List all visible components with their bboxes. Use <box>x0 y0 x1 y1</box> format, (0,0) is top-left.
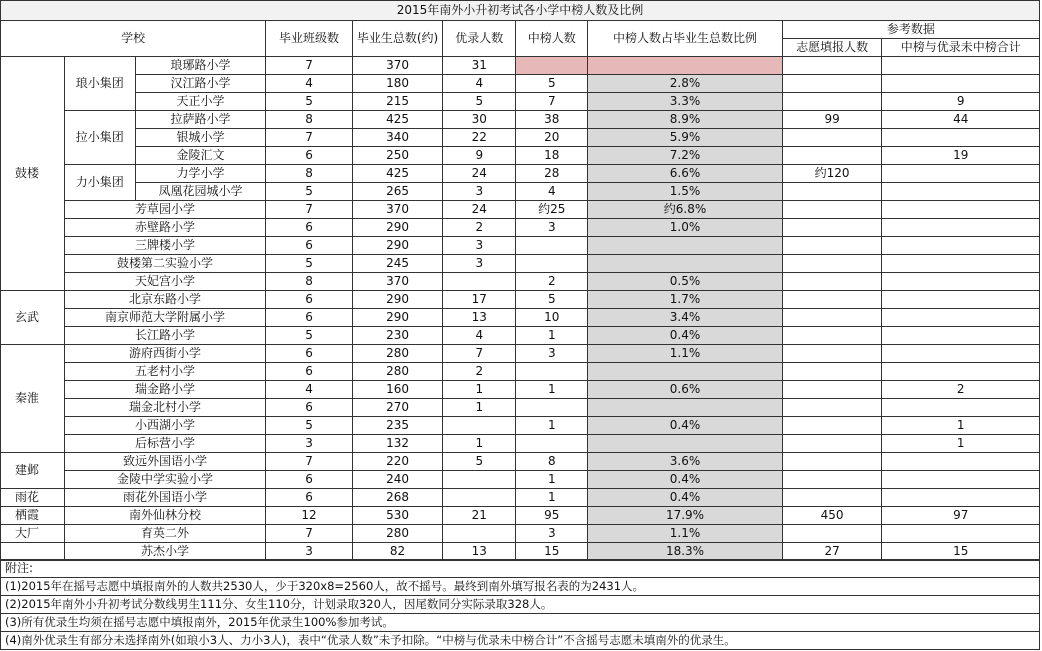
graduates-cell: 370 <box>352 273 443 291</box>
applicants-cell <box>782 219 882 237</box>
applicants-cell: 约120 <box>782 165 882 183</box>
school-name: 拉萨路小学 <box>135 111 266 129</box>
graduates-cell: 290 <box>352 309 443 327</box>
excellent-cell: 17 <box>443 291 516 309</box>
table-row <box>1 309 1040 327</box>
graduates-cell: 180 <box>352 75 443 93</box>
classes-cell: 4 <box>266 381 352 399</box>
ratio-cell: 8.9% <box>588 111 782 129</box>
classes-cell: 7 <box>266 129 352 147</box>
graduates-cell: 280 <box>352 525 443 543</box>
school-name: 金陵中学实验小学 <box>64 471 266 489</box>
admitted-cell: 8 <box>516 453 588 471</box>
table-row <box>1 57 1040 75</box>
ratio-cell: 约6.8% <box>588 201 782 219</box>
header-total-nonadmitted: 中榜与优录未中榜合计 <box>882 39 1040 57</box>
school-name: 致远外国语小学 <box>64 453 266 471</box>
graduates-cell: 290 <box>352 237 443 255</box>
graduates-cell: 82 <box>352 543 443 561</box>
school-name: 汉江路小学 <box>135 75 266 93</box>
classes-cell: 8 <box>266 165 352 183</box>
school-name: 鼓楼第二实验小学 <box>64 255 266 273</box>
ratio-cell: 3.3% <box>588 93 782 111</box>
classes-cell: 5 <box>266 255 352 273</box>
excellent-cell <box>443 525 516 543</box>
classes-cell: 7 <box>266 453 352 471</box>
ratio-cell: 0.4% <box>588 471 782 489</box>
total-cell <box>882 525 1040 543</box>
classes-cell: 6 <box>266 219 352 237</box>
classes-cell: 6 <box>266 309 352 327</box>
total-cell <box>882 363 1040 381</box>
ratio-cell: 1.7% <box>588 291 782 309</box>
classes-cell: 5 <box>266 183 352 201</box>
applicants-cell <box>782 129 882 147</box>
excellent-cell: 30 <box>443 111 516 129</box>
applicants-cell <box>782 525 882 543</box>
table-row <box>1 183 1040 201</box>
school-name: 金陵汇文 <box>135 147 266 165</box>
table-row <box>1 345 1040 363</box>
total-cell <box>882 219 1040 237</box>
admitted-cell: 5 <box>516 291 588 309</box>
admitted-cell <box>516 57 588 75</box>
graduates-cell: 425 <box>352 165 443 183</box>
excellent-cell: 3 <box>443 183 516 201</box>
total-cell: 1 <box>882 435 1040 453</box>
ratio-cell <box>588 57 782 75</box>
total-cell <box>882 255 1040 273</box>
table-row <box>1 471 1040 489</box>
graduates-cell: 280 <box>352 363 443 381</box>
classes-cell: 6 <box>266 291 352 309</box>
total-cell <box>882 471 1040 489</box>
total-cell <box>882 273 1040 291</box>
applicants-cell <box>782 399 882 417</box>
total-cell <box>882 57 1040 75</box>
admitted-cell: 3 <box>516 345 588 363</box>
school-name: 游府西街小学 <box>64 345 266 363</box>
school-name: 瑞金路小学 <box>64 381 266 399</box>
ratio-cell: 0.5% <box>588 273 782 291</box>
header-applicants: 志愿填报人数 <box>782 39 882 57</box>
admitted-cell: 38 <box>516 111 588 129</box>
classes-cell: 7 <box>266 57 352 75</box>
school-name: 长江路小学 <box>64 327 266 345</box>
classes-cell: 5 <box>266 417 352 435</box>
excellent-cell: 31 <box>443 57 516 75</box>
ratio-cell: 0.4% <box>588 489 782 507</box>
admitted-cell: 2 <box>516 273 588 291</box>
school-name: 凤凰花园城小学 <box>135 183 266 201</box>
classes-cell: 8 <box>266 273 352 291</box>
excellent-cell: 5 <box>443 93 516 111</box>
total-cell <box>882 165 1040 183</box>
excellent-cell <box>443 417 516 435</box>
ratio-cell: 18.3% <box>588 543 782 561</box>
ratio-cell: 7.2% <box>588 147 782 165</box>
excellent-cell: 1 <box>443 381 516 399</box>
table-row <box>1 507 1040 525</box>
applicants-cell <box>782 471 882 489</box>
excellent-cell <box>443 489 516 507</box>
table-row <box>1 381 1040 399</box>
applicants-cell: 99 <box>782 111 882 129</box>
excellent-cell: 9 <box>443 147 516 165</box>
ratio-cell: 1.5% <box>588 183 782 201</box>
total-cell: 97 <box>882 507 1040 525</box>
classes-cell: 6 <box>266 237 352 255</box>
table-row <box>1 273 1040 291</box>
excellent-cell: 2 <box>443 363 516 381</box>
school-name: 北京东路小学 <box>64 291 266 309</box>
graduates-cell: 160 <box>352 381 443 399</box>
group-lang: 琅小集团 <box>64 57 135 111</box>
graduates-cell: 220 <box>352 453 443 471</box>
classes-cell: 6 <box>266 345 352 363</box>
classes-cell: 6 <box>266 399 352 417</box>
applicants-cell <box>782 381 882 399</box>
ratio-cell: 2.8% <box>588 75 782 93</box>
applicants-cell: 27 <box>782 543 882 561</box>
ratio-cell <box>588 237 782 255</box>
admitted-cell: 约25 <box>516 201 588 219</box>
total-cell <box>882 399 1040 417</box>
graduates-cell: 290 <box>352 291 443 309</box>
applicants-cell <box>782 327 882 345</box>
district-qixia: 栖霞 <box>1 507 65 525</box>
applicants-cell <box>782 237 882 255</box>
district-yuhua: 雨花 <box>1 489 65 507</box>
ratio-cell: 3.4% <box>588 309 782 327</box>
applicants-cell <box>782 291 882 309</box>
table-row <box>1 201 1040 219</box>
graduates-cell: 370 <box>352 57 443 75</box>
ratio-cell: 1.1% <box>588 525 782 543</box>
table-row <box>1 165 1040 183</box>
admitted-cell: 4 <box>516 183 588 201</box>
excellent-cell: 22 <box>443 129 516 147</box>
table-title: 2015年南外小升初考试各小学中榜人数及比例 <box>1 1 1040 21</box>
ratio-cell: 5.9% <box>588 129 782 147</box>
excellent-cell <box>443 273 516 291</box>
table-row <box>1 129 1040 147</box>
school-name: 雨花外国语小学 <box>64 489 266 507</box>
total-cell <box>882 237 1040 255</box>
ratio-cell: 1.1% <box>588 345 782 363</box>
excellent-cell: 1 <box>443 435 516 453</box>
table-row <box>1 435 1040 453</box>
table-row <box>1 543 1040 561</box>
header-graduates: 毕业生总数(约) <box>352 21 443 57</box>
applicants-cell <box>782 75 882 93</box>
table-row <box>1 93 1040 111</box>
ratio-cell <box>588 363 782 381</box>
applicants-cell <box>782 255 882 273</box>
applicants-cell <box>782 201 882 219</box>
applicants-cell <box>782 183 882 201</box>
applicants-cell: 450 <box>782 507 882 525</box>
admitted-cell: 28 <box>516 165 588 183</box>
graduates-cell: 530 <box>352 507 443 525</box>
classes-cell: 12 <box>266 507 352 525</box>
school-name: 芳草园小学 <box>64 201 266 219</box>
notes-heading: 附注: <box>0 559 1040 578</box>
admitted-cell: 1 <box>516 327 588 345</box>
note-3: (3)所有优录生均须在摇号志愿中填报南外，2015年优录生100%参加考试。 <box>0 614 1040 632</box>
graduates-cell: 280 <box>352 345 443 363</box>
graduates-cell: 270 <box>352 399 443 417</box>
graduates-cell: 268 <box>352 489 443 507</box>
graduates-cell: 340 <box>352 129 443 147</box>
school-name: 小西湖小学 <box>64 417 266 435</box>
table-row <box>1 111 1040 129</box>
admitted-cell <box>516 435 588 453</box>
admitted-cell <box>516 237 588 255</box>
ratio-cell <box>588 399 782 417</box>
school-name: 苏杰小学 <box>64 543 266 561</box>
applicants-cell <box>782 453 882 471</box>
admitted-cell: 95 <box>516 507 588 525</box>
graduates-cell: 370 <box>352 201 443 219</box>
graduates-cell: 245 <box>352 255 443 273</box>
admitted-cell <box>516 363 588 381</box>
notes-section <box>0 559 1040 650</box>
classes-cell: 3 <box>266 543 352 561</box>
classes-cell: 5 <box>266 327 352 345</box>
school-name: 南京师范大学附属小学 <box>64 309 266 327</box>
excellent-cell: 4 <box>443 75 516 93</box>
school-name: 瑞金北村小学 <box>64 399 266 417</box>
table-row <box>1 75 1040 93</box>
total-cell <box>882 183 1040 201</box>
admitted-cell <box>516 255 588 273</box>
table-row <box>1 453 1040 471</box>
classes-cell: 5 <box>266 93 352 111</box>
excellent-cell: 7 <box>443 345 516 363</box>
total-cell <box>882 327 1040 345</box>
ratio-cell: 6.6% <box>588 165 782 183</box>
classes-cell: 7 <box>266 525 352 543</box>
graduates-cell: 425 <box>352 111 443 129</box>
table-row <box>1 525 1040 543</box>
classes-cell: 4 <box>266 75 352 93</box>
admitted-cell: 10 <box>516 309 588 327</box>
applicants-cell <box>782 363 882 381</box>
applicants-cell <box>782 147 882 165</box>
school-name: 南外仙林分校 <box>64 507 266 525</box>
school-name: 五老村小学 <box>64 363 266 381</box>
excellent-cell: 1 <box>443 399 516 417</box>
total-cell: 2 <box>882 381 1040 399</box>
admitted-cell: 1 <box>516 471 588 489</box>
total-cell: 19 <box>882 147 1040 165</box>
total-cell <box>882 489 1040 507</box>
district-dachang: 大厂 <box>1 525 65 543</box>
applicants-cell <box>782 489 882 507</box>
ratio-cell: 0.6% <box>588 381 782 399</box>
table-row <box>1 489 1040 507</box>
ratio-cell: 17.9% <box>588 507 782 525</box>
classes-cell: 6 <box>266 147 352 165</box>
graduates-cell: 250 <box>352 147 443 165</box>
header-admitted: 中榜人数 <box>516 21 588 57</box>
header-classes: 毕业班级数 <box>266 21 352 57</box>
admitted-cell <box>516 399 588 417</box>
admitted-cell: 18 <box>516 147 588 165</box>
school-name: 赤壁路小学 <box>64 219 266 237</box>
graduates-cell: 215 <box>352 93 443 111</box>
note-2: (2)2015年南外小升初考试分数线男生111分、女生110分，计划录取320人，因尾数同分实际录取328人。 <box>0 596 1040 614</box>
graduates-cell: 132 <box>352 435 443 453</box>
admitted-cell: 3 <box>516 525 588 543</box>
ratio-cell <box>588 435 782 453</box>
table-row <box>1 255 1040 273</box>
school-name: 后标营小学 <box>64 435 266 453</box>
graduates-cell: 230 <box>352 327 443 345</box>
admitted-cell: 5 <box>516 75 588 93</box>
classes-cell: 6 <box>266 489 352 507</box>
admitted-cell: 3 <box>516 219 588 237</box>
admitted-cell: 20 <box>516 129 588 147</box>
header-ratio: 中榜人数占毕业生总数比例 <box>588 21 782 57</box>
classes-cell: 7 <box>266 201 352 219</box>
total-cell <box>882 345 1040 363</box>
table-row <box>1 327 1040 345</box>
ratio-cell <box>588 255 782 273</box>
total-cell: 15 <box>882 543 1040 561</box>
header-school: 学校 <box>1 21 266 57</box>
district-gulou: 鼓楼 <box>1 57 65 291</box>
table-row <box>1 147 1040 165</box>
header-reference: 参考数据 <box>782 21 1039 39</box>
excellent-cell: 4 <box>443 327 516 345</box>
admitted-cell: 1 <box>516 489 588 507</box>
total-cell <box>882 201 1040 219</box>
total-cell <box>882 129 1040 147</box>
school-name: 育英二外 <box>64 525 266 543</box>
applicants-cell <box>782 93 882 111</box>
excellent-cell: 24 <box>443 165 516 183</box>
ratio-cell: 0.4% <box>588 417 782 435</box>
classes-cell: 6 <box>266 363 352 381</box>
excellent-cell: 3 <box>443 237 516 255</box>
excellent-cell: 24 <box>443 201 516 219</box>
note-4: (4)南外优录生有部分未选择南外(如琅小3人、力小3人)，表中“优录人数”未予扣除。“中榜与优录未中榜合计”不含摇号志愿未填南外的优录生。 <box>0 632 1040 650</box>
district-jianye: 建邺 <box>1 453 65 489</box>
total-cell: 1 <box>882 417 1040 435</box>
school-name: 天正小学 <box>135 93 266 111</box>
graduates-cell: 265 <box>352 183 443 201</box>
classes-cell: 8 <box>266 111 352 129</box>
district-xuanwu: 玄武 <box>1 291 65 345</box>
graduates-cell: 290 <box>352 219 443 237</box>
district-empty <box>1 543 65 561</box>
school-name: 力学小学 <box>135 165 266 183</box>
total-cell <box>882 291 1040 309</box>
school-name: 银城小学 <box>135 129 266 147</box>
applicants-cell <box>782 309 882 327</box>
group-li: 力小集团 <box>64 165 135 201</box>
applicants-cell <box>782 345 882 363</box>
header-excellent: 优录人数 <box>443 21 516 57</box>
group-la: 拉小集团 <box>64 111 135 165</box>
ratio-cell: 3.6% <box>588 453 782 471</box>
graduates-cell: 235 <box>352 417 443 435</box>
table-row <box>1 363 1040 381</box>
admitted-cell: 15 <box>516 543 588 561</box>
admitted-cell: 1 <box>516 381 588 399</box>
applicants-cell <box>782 417 882 435</box>
applicants-cell <box>782 57 882 75</box>
total-cell: 44 <box>882 111 1040 129</box>
total-cell <box>882 453 1040 471</box>
table-row <box>1 417 1040 435</box>
excellent-cell: 13 <box>443 543 516 561</box>
excellent-cell <box>443 471 516 489</box>
graduates-cell: 240 <box>352 471 443 489</box>
classes-cell: 3 <box>266 435 352 453</box>
table-row <box>1 399 1040 417</box>
ratio-cell: 1.0% <box>588 219 782 237</box>
table-row <box>1 237 1040 255</box>
school-name: 三牌楼小学 <box>64 237 266 255</box>
ratio-cell: 0.4% <box>588 327 782 345</box>
admitted-cell: 1 <box>516 417 588 435</box>
admitted-cell: 7 <box>516 93 588 111</box>
applicants-cell <box>782 435 882 453</box>
district-qinhuai: 秦淮 <box>1 345 65 453</box>
excellent-cell: 3 <box>443 255 516 273</box>
school-name: 天妃宫小学 <box>64 273 266 291</box>
total-cell <box>882 75 1040 93</box>
note-1: (1)2015年在摇号志愿中填报南外的人数共2530人，少于320x8=2560人，故不摇号。最终到南外填写报名表的为2431人。 <box>0 578 1040 596</box>
applicants-cell <box>782 273 882 291</box>
table-row <box>1 219 1040 237</box>
table-row <box>1 291 1040 309</box>
excellent-cell: 21 <box>443 507 516 525</box>
total-cell <box>882 309 1040 327</box>
total-cell: 9 <box>882 93 1040 111</box>
classes-cell: 6 <box>266 471 352 489</box>
school-name: 琅琊路小学 <box>135 57 266 75</box>
excellent-cell: 2 <box>443 219 516 237</box>
excellent-cell: 5 <box>443 453 516 471</box>
excellent-cell: 13 <box>443 309 516 327</box>
